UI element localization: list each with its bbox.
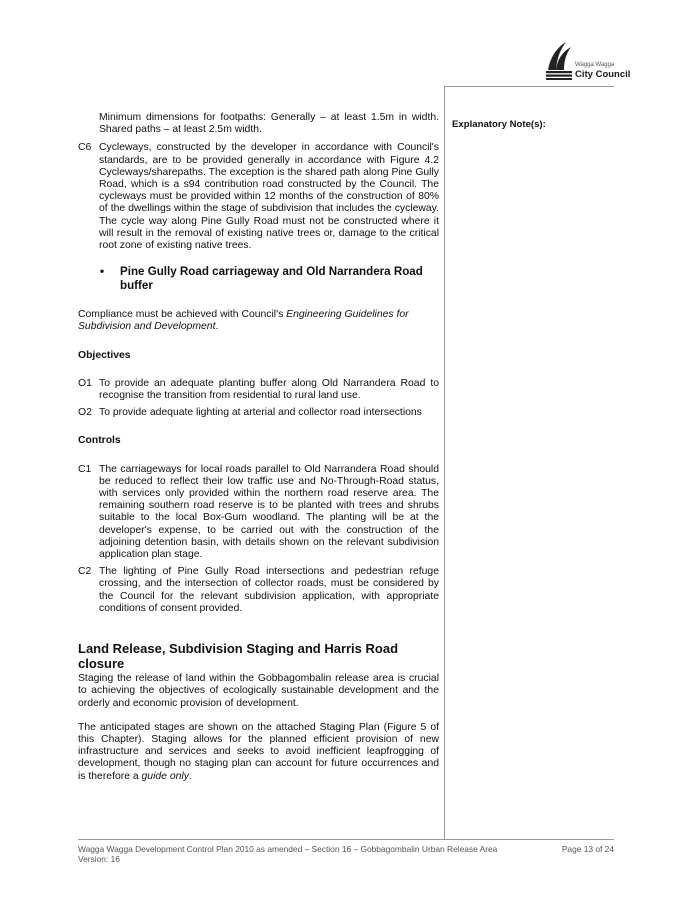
header-divider [444,86,614,87]
controls-heading: Controls [78,435,121,447]
land-release-paragraph-2 [78,722,439,783]
objective-o1-label: O1 [78,377,92,389]
logo-main-text: City Council [575,69,631,80]
bullet-icon: • [100,265,105,279]
control-c2-label: C2 [78,566,92,578]
objective-o2-text: To provide adequate lighting at arterial and collector road intersections [99,407,422,419]
land-release-guide-only: guide only [141,770,189,782]
compliance-guideline-title: Engineering Guidelines for Subdivision and Development [78,309,409,333]
control-c6-text: Cycleways, constructed by the developer in accordance with Council's standards, are to be provided generally in accordance with Figure 4.2 Cycleways/sharepaths. The exception is the shared path along Pine Gully Road, which is a s94 contribution road constructed by the Council. The cycleways must be provided within 12 months of the construction of 80% of the dwellings within the stage of subdivision that includes the cycleway. The cycle way along Pine Gully Road must not be constructed where it will result in the removal of existing native trees or, damage to the critical root zone of existing native trees. [99,142,439,252]
footer-divider [78,839,614,840]
page-footer [78,844,614,864]
land-release-paragraph-2-text: The anticipated stages are shown on the attached Staging Plan (Figure 5 of this Chapter). Staging allows for the planned efficient provision of new infrastructure and services and seeks to avoid inefficient leapfrogging of development, though no staging plan can account for future occurrences and is therefore a [78,721,439,782]
control-c1 [78,464,439,562]
footer-page-number: Page 13 of 24 [561,844,614,854]
control-c6 [78,142,439,252]
footer-version: Version: 16 [78,854,120,864]
footer-document-title: Wagga Wagga Development Control Plan 2010 as amended – Section 16 – Gobbagombalin Urban Release Area [78,844,498,854]
compliance-text [78,309,439,333]
control-c1-text: The carriageways for local roads parallel to Old Narrandera Road should be reduced to reflect their low traffic use and No-Through-Road status, with services only provided within the northern road reserve area. The remaining southern road reserve is to be planted with trees and shrubs suitable to the local Box-Gum woodland. The planting will be at the developer's expense, to be carried out with the construction of the adjoining detention basin, with details shown on the relevant subdivision application plan stage. [99,463,439,561]
logo-small-text: Wagga Wagga [575,62,615,68]
section-bullet-heading [78,265,439,293]
main-content [78,112,439,783]
objective-o2 [78,407,439,419]
control-c1-label: C1 [78,463,92,475]
control-c2-text: The lighting of Pine Gully Road intersections and pedestrian refuge crossing, and the intersection of collector roads, must be considered by the Council for the relevant subdivision application, with appropriate conditions of consent provided. [99,566,439,614]
council-logo-icon [544,40,574,80]
compliance-suffix: . [215,321,219,333]
bullet-heading-text: Pine Gully Road carriageway and Old Narrandera Road buffer [120,265,423,293]
objectives-heading: Objectives [78,349,131,361]
land-release-paragraph-1: Staging the release of land within the Gobbagombalin release area is crucial to achieving the objectives of ecologically sustainable development and the orderly and economic provision of development. [78,673,439,709]
explanatory-notes-label: Explanatory Note(s): [452,119,546,130]
objective-o1-text: To provide an adequate planting buffer along Old Narrandera Road to recognise the transition from residential to rural land use. [99,377,439,402]
column-divider [444,87,445,839]
objective-o2-label: O2 [78,407,92,419]
compliance-prefix: Compliance must be achieved with Council's [78,309,287,321]
land-release-paragraph-2-suffix: . [188,770,192,782]
control-c2 [78,566,439,615]
control-c6-label: C6 [78,142,92,154]
objective-o1 [78,378,439,402]
council-logo [540,40,630,84]
land-release-heading: Land Release, Subdivision Staging and Harris Road closure [78,641,399,672]
footpath-dimensions-text: Minimum dimensions for footpaths: Generally – at least 1.5m in width. Shared paths – at least 2.5m width. [99,112,439,136]
